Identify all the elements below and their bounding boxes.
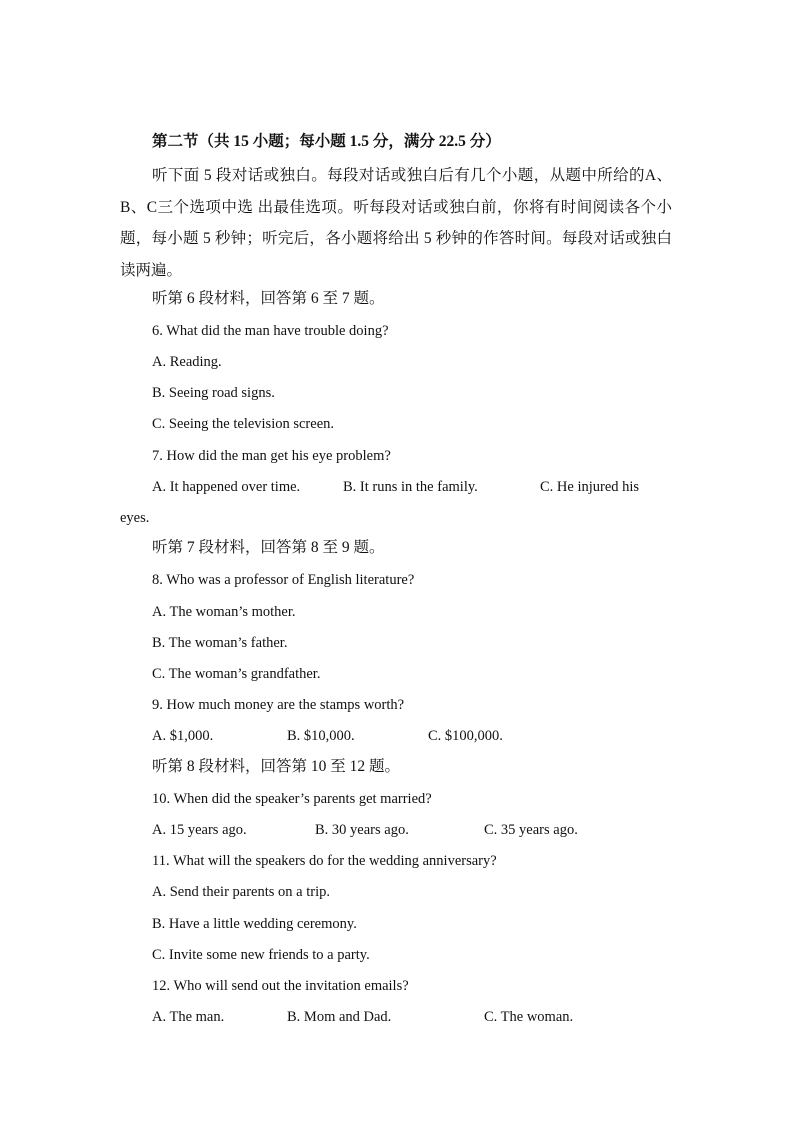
- question-8-option-c: C. The woman’s grandfather.: [152, 666, 321, 682]
- question-10-option-a: A. 15 years ago.: [152, 822, 247, 838]
- question-8-option-a: A. The woman’s mother.: [152, 604, 296, 620]
- question-9-option-a: A. $1,000.: [152, 728, 214, 744]
- question-8-option-b: B. The woman’s father.: [152, 635, 288, 651]
- question-12-option-c: C. The woman.: [484, 1009, 574, 1025]
- question-9-option-b: B. $10,000.: [287, 728, 355, 744]
- question-11-option-c: C. Invite some new friends to a party.: [152, 947, 370, 963]
- question-7-option-c: C. He injured his: [540, 479, 640, 495]
- question-8: 8. Who was a professor of English literature?: [152, 572, 415, 588]
- question-6: 6. What did the man have trouble doing?: [152, 323, 389, 339]
- section-instructions: 听下面 5 段对话或独白。每段对话或独白后有几个小题，从题中所给的A、B、C三个选项中选 出最佳选项。听每段对话或独白前，你将有时间阅读各个小题，每小题 5 秒钟；听完后，各小题将给出 5 秒钟的作答时间。每段对话或独白读两遍。: [120, 167, 672, 279]
- question-10-option-b: B. 30 years ago.: [315, 822, 409, 838]
- question-6-option-c: C. Seeing the television screen.: [152, 416, 335, 432]
- question-7-option-c-continued: eyes.: [120, 510, 150, 526]
- question-10-option-c: C. 35 years ago.: [484, 822, 578, 838]
- group-8-intro: 听第 8 段材料，回答第 10 至 12 题。: [152, 758, 401, 775]
- question-10: 10. When did the speaker’s parents get married?: [152, 791, 432, 807]
- question-6-option-b: B. Seeing road signs.: [152, 385, 275, 401]
- question-11-option-b: B. Have a little wedding ceremony.: [152, 916, 357, 932]
- question-7-option-a: A. It happened over time.: [152, 479, 301, 495]
- question-12-option-b: B. Mom and Dad.: [287, 1009, 392, 1025]
- question-7: 7. How did the man get his eye problem?: [152, 448, 391, 464]
- section-heading: 第二节（共 15 小题；每小题 1.5 分，满分 22.5 分）: [152, 133, 501, 150]
- question-12: 12. Who will send out the invitation emails?: [152, 978, 409, 994]
- group-6-intro: 听第 6 段材料，回答第 6 至 7 题。: [152, 290, 385, 307]
- question-11-option-a: A. Send their parents on a trip.: [152, 884, 330, 900]
- question-9-option-c: C. $100,000.: [428, 728, 503, 744]
- question-12-option-a: A. The man.: [152, 1009, 225, 1025]
- question-11: 11. What will the speakers do for the wedding anniversary?: [152, 853, 497, 869]
- question-6-option-a: A. Reading.: [152, 354, 222, 370]
- group-7-intro: 听第 7 段材料，回答第 8 至 9 题。: [152, 539, 385, 556]
- question-9: 9. How much money are the stamps worth?: [152, 697, 405, 713]
- question-7-option-b: B. It runs in the family.: [343, 479, 478, 495]
